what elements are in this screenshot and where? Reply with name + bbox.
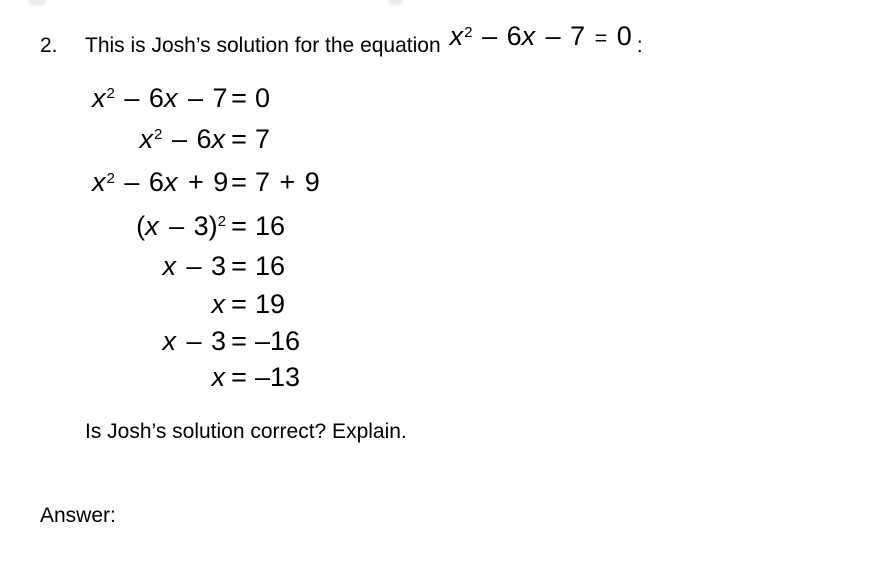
equation-rhs: 0 — [255, 82, 271, 113]
equation-lhs: $x^2 - 6x + 9$ — [92, 167, 229, 197]
solution-steps — [92, 78, 320, 395]
equals-sign: = — [231, 210, 247, 241]
solution-step-row — [92, 78, 320, 118]
equals-sign: = — [231, 361, 247, 392]
equals-sign: = — [231, 82, 247, 113]
equals-sign: = — [231, 325, 247, 356]
equation-lhs: x – 3 — [162, 325, 226, 356]
inline-equation: $x^2 - 6x - 7 = 0$ — [449, 21, 632, 51]
equation-lhs: $x^2 - 6x$ — [139, 123, 225, 154]
equation-lhs: (x – 3)$^2$ — [136, 210, 226, 241]
equals-sign: = — [231, 250, 247, 281]
solution-step-row — [92, 323, 320, 359]
equals-sign: = — [231, 288, 247, 319]
equation-lhs: x — [211, 361, 225, 392]
solution-step-row — [92, 160, 320, 205]
answer-label: Answer: — [40, 504, 116, 527]
header-colon: : — [636, 34, 643, 57]
problem-text: This is Josh’s solution for the equation — [85, 34, 441, 57]
solution-step-row — [92, 118, 320, 160]
equation-lhs: x – 3 — [162, 250, 226, 281]
equation-rhs: –13 — [255, 361, 301, 392]
equals-sign: = — [231, 123, 247, 154]
equation-rhs: 19 — [255, 288, 286, 319]
solution-step-row — [92, 359, 320, 395]
equation-rhs: –16 — [255, 325, 301, 356]
equals-sign: = — [231, 167, 247, 197]
solution-step-row — [92, 247, 320, 285]
equation-rhs: 16 — [255, 210, 286, 241]
question-text: Is Josh’s solution correct? Explain. — [85, 420, 407, 443]
equation-rhs: 7 + 9 — [255, 167, 320, 197]
scan-artifact — [388, 0, 403, 5]
problem-number: 2. — [40, 34, 58, 57]
equation-rhs: 16 — [255, 250, 286, 281]
scan-artifact — [28, 0, 46, 6]
equation-lhs: x — [211, 288, 225, 319]
equation-lhs: $x^2 - 6x - 7$ — [92, 82, 228, 113]
problem-header — [40, 21, 643, 59]
solution-step-row — [92, 285, 320, 323]
equation-rhs: 7 — [255, 123, 271, 154]
solution-step-row — [92, 205, 320, 247]
